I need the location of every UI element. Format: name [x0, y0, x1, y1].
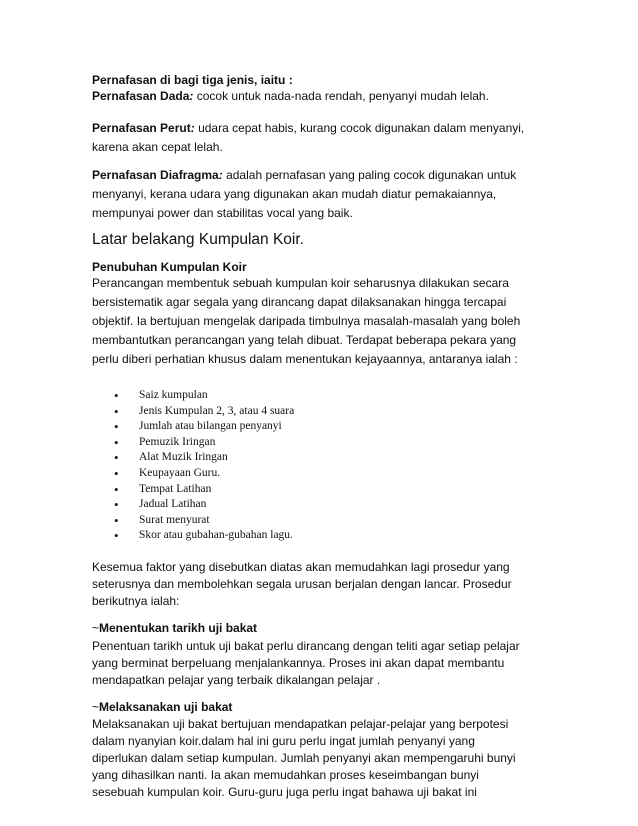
kesemua-line: Kesemua faktor yang disebutkan diatas akan memudahkan lagi prosedur yang — [92, 559, 510, 574]
list-item: • Keupayaan Guru. — [114, 466, 562, 482]
penubuhan-line: objektif. Ia bertujuan mengelak daripada timbulnya masalah-masalah yang boleh — [92, 314, 521, 328]
penubuhan-line: membantutkan perancangan yang telah dibuat. Terdapat beberapa pekara yang — [92, 333, 517, 347]
penubuhan-line: Perancangan membentuk sebuah kumpulan koir seharusnya dilakukan secara — [92, 276, 509, 290]
pernafasan-perut-line-2: karena akan cepat lelah. — [92, 140, 223, 154]
section-heading: Latar belakang Kumpulan Koir. — [92, 231, 304, 248]
list-item: • Surat menyurat — [114, 513, 562, 529]
requirements-list — [114, 388, 562, 544]
melaksanakan-line: Melaksanakan uji bakat bertujuan mendapatkan pelajar-pelajar yang berpotesi — [92, 716, 509, 731]
list-item: • Pemuzik Iringan — [114, 435, 562, 451]
penubuhan-paragraph — [92, 275, 562, 367]
pernafasan-diafragma-line-1: Pernafasan Diafragma: adalah pernafasan yang paling cocok digunakan untuk — [92, 168, 517, 182]
menentukan-title: Menentukan tarikh uji bakat — [99, 620, 258, 635]
menentukan-line: yang berminat berpeluang menjalankannya. Proses ini akan dapat membantu — [92, 655, 505, 670]
penubuhan-line: perlu diberi perhatian khusus dalam menentukan kejayaannya, antaranya ialah : — [92, 352, 518, 366]
list-item: • Jenis Kumpulan 2, 3, atau 4 suara — [114, 404, 562, 420]
kesemua-line: seterusnya dan membolehkan segala urusan berjalan dengan lancar. Prosedur — [92, 576, 512, 591]
pernafasan-dada-line: Pernafasan Dada: cocok untuk nada-nada rendah, penyanyi mudah lelah. — [92, 89, 489, 103]
diafragma-text-1: adalah pernafasan yang paling cocok digunakan untuk — [226, 168, 517, 182]
melaksanakan-line: diperlukan dalam setiap kumpulan. Jumlah penyanyi akan mempengaruhi bunyi — [92, 750, 516, 765]
melaksanakan-title: Melaksanakan uji bakat — [99, 699, 233, 714]
list-item: • Skor atau gubahan-gubahan lagu. — [114, 528, 562, 544]
melaksanakan-line: sesebuah kumpulan koir. Guru-guru juga perlu ingat bahawa uji bakat ini — [92, 784, 477, 799]
melaksanakan-paragraph — [92, 716, 562, 800]
penubuhan-line: bersistematik agar segala yang dirancang dapat dilaksanakan hingga tercapai — [92, 295, 507, 309]
penubuhan-title: Penubuhan Kumpulan Koir — [92, 260, 247, 274]
pernafasan-diafragma-line-2: menyanyi, kerana udara yang digunakan akan mudah diatur pemakaiannya, — [92, 187, 497, 201]
diafragma-label: Pernafasan Diafragma — [92, 168, 219, 182]
menentukan-line: Penentuan tarikh untuk uji bakat perlu dirancang dengan teliti agar setiap pelajar — [92, 638, 520, 653]
melaksanakan-prefix: ~ — [92, 699, 100, 714]
breathing-types-title: Pernafasan di bagi tiga jenis, iaitu : — [92, 73, 293, 87]
list-item: • Alat Muzik Iringan — [114, 450, 562, 466]
kesemua-line: berikutnya ialah: — [92, 593, 180, 608]
list-item: • Jadual Latihan — [114, 497, 562, 513]
perut-label: Pernafasan Perut — [92, 121, 191, 135]
list-item: • Tempat Latihan — [114, 482, 562, 498]
menentukan-prefix: ~ — [92, 620, 100, 635]
perut-text-1: udara cepat habis, kurang cocok digunakan dalam menyanyi, — [198, 121, 525, 135]
list-item: • Saiz kumpulan — [114, 388, 562, 404]
kesemua-paragraph — [92, 559, 562, 609]
list-item: • Jumlah atau bilangan penyanyi — [114, 419, 562, 435]
menentukan-paragraph — [92, 638, 562, 688]
melaksanakan-line: dalam nyanyian koir.dalam hal ini guru perlu ingat jumlah penyanyi yang — [92, 733, 475, 748]
pernafasan-perut-line-1: Pernafasan Perut: udara cepat habis, kurang cocok digunakan dalam menyanyi, — [92, 121, 525, 135]
document-page — [92, 72, 562, 800]
menentukan-line: mendapatkan pelajar yang terbaik dikalangan pelajar . — [92, 672, 381, 687]
menentukan-title-line — [92, 620, 562, 636]
dada-label: Pernafasan Dada — [92, 89, 190, 103]
melaksanakan-line: yang dihasilkan nanti. Ia akan memudahkan proses keseimbangan bunyi — [92, 767, 479, 782]
melaksanakan-title-line — [92, 699, 562, 715]
dada-text: cocok untuk nada-nada rendah, penyanyi mudah lelah. — [196, 89, 489, 103]
pernafasan-diafragma-line-3: mempunyai power dan stabilitas vocal yang baik. — [92, 206, 353, 220]
